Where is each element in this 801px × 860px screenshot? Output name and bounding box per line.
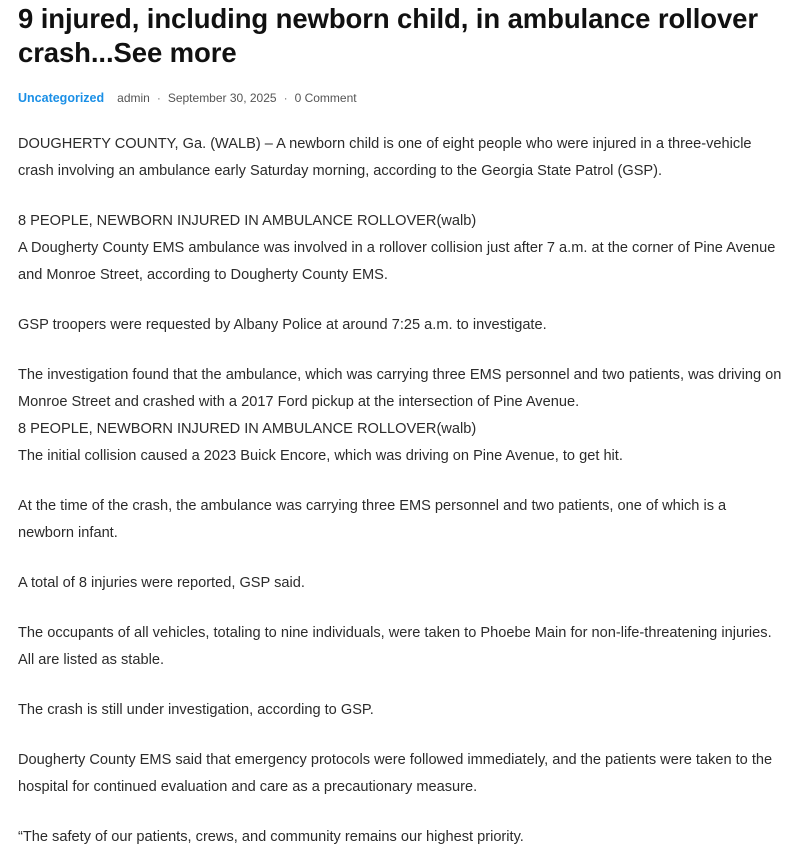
paragraph-group xyxy=(18,362,783,470)
image-caption: 8 PEOPLE, NEWBORN INJURED IN AMBULANCE ROLLOVER(walb) xyxy=(18,213,477,229)
paragraph: The initial collision caused a 2023 Buick Encore, which was driving on Pine Avenue, to get hit. xyxy=(18,448,623,464)
paragraph-group xyxy=(18,208,783,289)
meta-separator: · xyxy=(156,91,161,105)
comment-count-link[interactable]: 0 Comment xyxy=(294,91,357,105)
paragraph: At the time of the crash, the ambulance was carrying three EMS personnel and two patients, one of which is a newborn infant. xyxy=(18,498,727,541)
author-link[interactable]: admin xyxy=(117,91,150,105)
article-title: 9 injured, including newborn child, in ambulance rollover crash...See more xyxy=(18,3,758,68)
paragraph: A total of 8 injuries were reported, GSP said. xyxy=(18,575,305,591)
paragraph: GSP troopers were requested by Albany Police at around 7:25 a.m. to investigate. xyxy=(18,317,547,333)
meta-separator: · xyxy=(283,91,288,105)
category-link[interactable]: Uncategorized xyxy=(18,91,105,105)
paragraph: A Dougherty County EMS ambulance was involved in a rollover collision just after 7 a.m. at the corner of Pine Avenue and Monroe Street, according to Dougherty County EMS. xyxy=(18,240,776,283)
paragraph: Dougherty County EMS said that emergency protocols were followed immediately, and the patients were taken to the hospital for continued evaluation and care as a precautionary measure. xyxy=(18,752,773,795)
image-caption: 8 PEOPLE, NEWBORN INJURED IN AMBULANCE ROLLOVER(walb) xyxy=(18,421,477,437)
post-date[interactable]: September 30, 2025 xyxy=(167,91,277,105)
paragraph: The investigation found that the ambulance, which was carrying three EMS personnel and two patients, was driving on Monroe Street and crashed with a 2017 Ford pickup at the intersection of Pine Avenue. xyxy=(18,367,782,410)
paragraph: DOUGHERTY COUNTY, Ga. (WALB) – A newborn child is one of eight people who were injured in a three-vehicle crash involving an ambulance early Saturday morning, according to the Georgia State Patrol (GSP). xyxy=(18,136,752,179)
article-body xyxy=(18,131,783,851)
quote-paragraph: “The safety of our patients, crews, and community remains our highest priority. xyxy=(18,829,524,845)
paragraph: The occupants of all vehicles, totaling to nine individuals, were taken to Phoebe Main for non-life-threatening injuries. All are listed as stable. xyxy=(18,625,772,668)
post-meta xyxy=(18,88,783,108)
paragraph: The crash is still under investigation, according to GSP. xyxy=(18,702,374,718)
